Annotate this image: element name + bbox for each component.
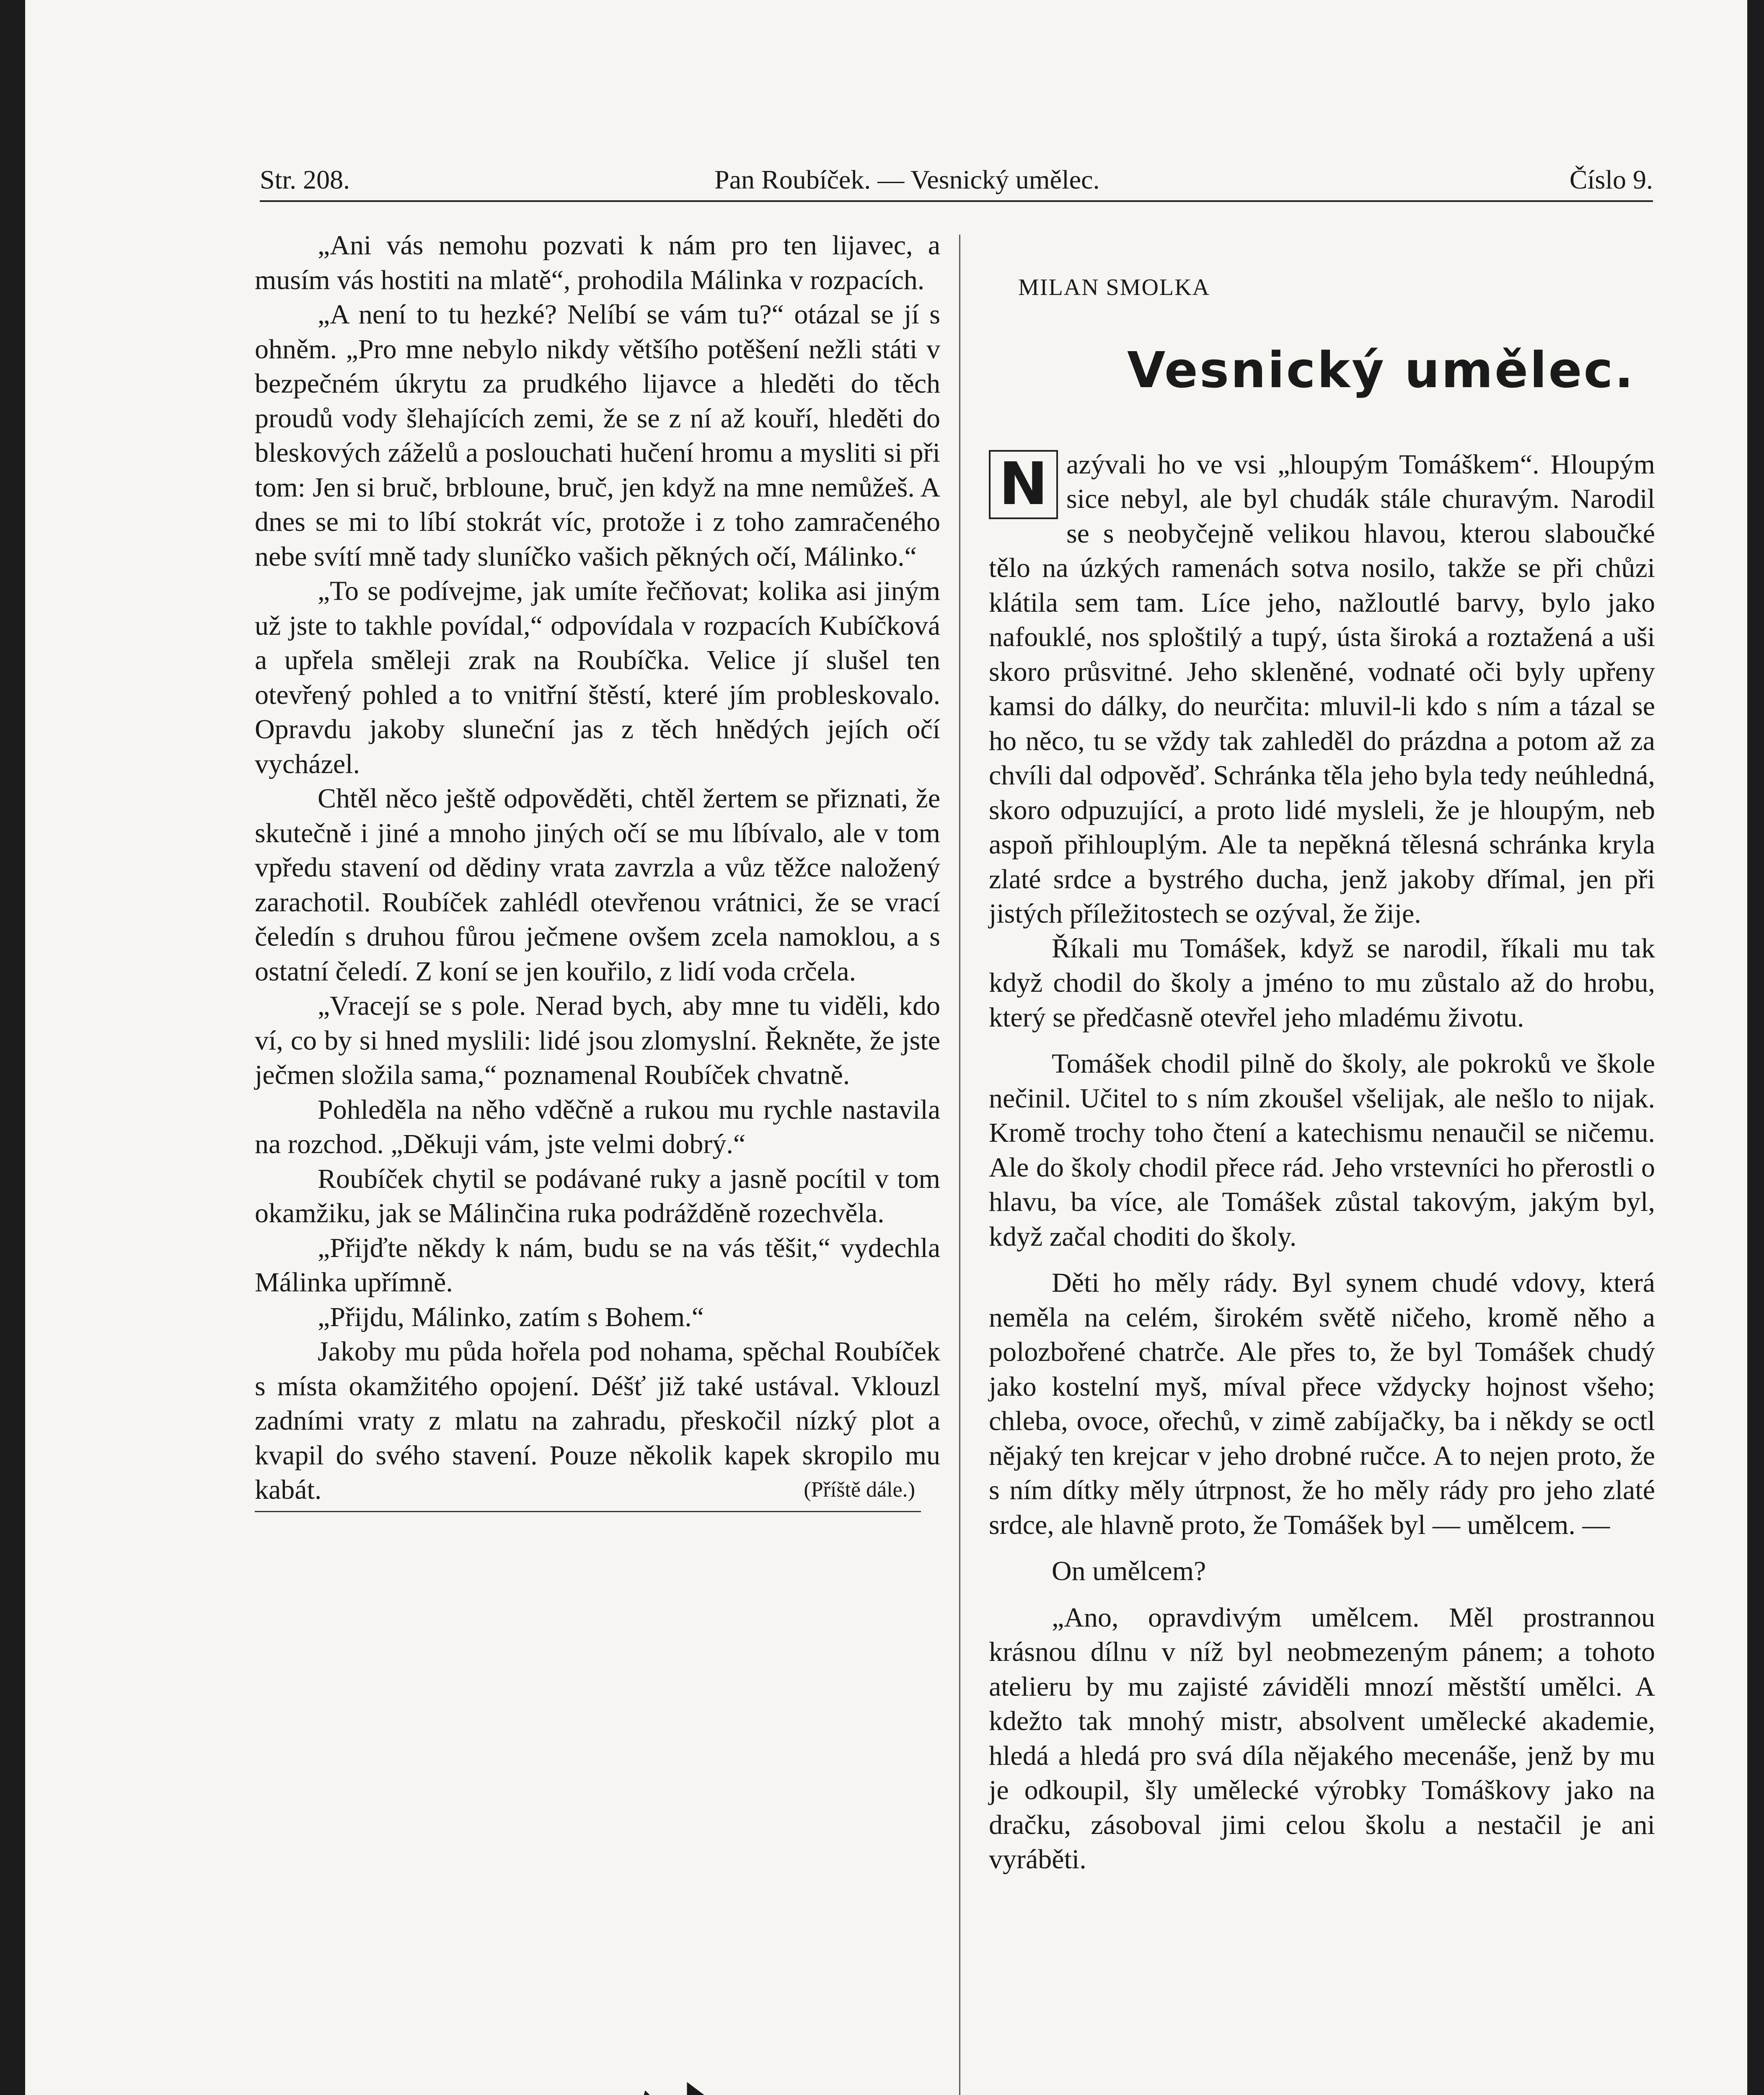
left-paragraph-text: Jakoby mu půda hořela pod nohama, spěchal Roubíček s místa okamžitého opojení. Déšť již také ustával. Vklouzl zadními vraty z mlatu na zahradu, přeskočil nízký plot a kvapil do svého stavení. Pouze několik kapek skropilo mu kabát. (255, 1336, 940, 1505)
left-paragraph: Roubíček chytil se podávané ruky a jasně pocítil v tom okamžiku, jak se Málinčina ruka podrážděně rozechvěla. (255, 1163, 940, 1229)
opening-paragraph (989, 447, 1655, 931)
issue-number: Číslo 9. (1569, 165, 1653, 194)
header-rule (260, 200, 1653, 202)
left-paragraph: „Přijdu, Málinko, zatím s Bohem.“ (318, 1301, 704, 1332)
right-column (989, 228, 1655, 1877)
right-paragraph: azývali ho ve vsi „hloupým Tomáškem“. Hloupým sice nebyl, ale byl chudák stále churavým. Narodil se s neobyčejně velikou hlavou, kterou slaboučké tělo na úzkých ramenách sotva nosilo, takže se při chůzi klátila sem tam. Líce jeho, nažloutlé barvy, bylo jako nafouklé, nos sploštilý a tupý, ústa široká a roztažená a uši skoro průsvitné. Jeho skleněné, vodnaté oči byly upřeny kamsi do dálky, do neurčita: mluvil-li kdo s ním a tázal se ho něco, tu se vždy tak zahleděl do prázdna a potom až za chvíli dal odpověď. Schránka těla jeho byla tedy neúhledná, skoro odpuzující, a proto lidé mysleli, že je hloupým, neb aspoň přihlouplým. Ale ta nepěkná tělesná schránka kryla zlaté srdce a bystrého ducha, jenž jakoby dřímal, jen při jistých příležitostech se ozýval, že žije. (989, 449, 1655, 929)
page (25, 0, 1747, 2095)
left-paragraph: Pohleděla na něho vděčně a rukou mu rychle nastavila na rozchod. „Děkuji vám, jste velmi dobrý.“ (255, 1094, 940, 1159)
left-paragraph (255, 1335, 940, 1508)
drop-cap: N (989, 450, 1058, 519)
right-paragraph: Tomášek chodil pilně do školy, ale pokroků ve škole nečinil. Učitel to s ním zkoušel všelijak, ale nešlo to nijak. Kromě trochy toho čtení a katechismu nenaučil se ničemu. Ale do školy chodil přece rád. Jeho vrstevníci ho přerostli o hlavu, ba více, ale Tomášek zůstal takovým, jakým byl, když začal choditi do školy. (989, 1048, 1655, 1252)
left-paragraph: „To se podívejme, jak umíte řečňovat; kolika asi jiným už jste to takhle povídal,“ odpovídala v rozpacích Kubíčková a upřela směleji zrak na Roubíčka. Velice jí slušel ten otevřený pohled a to vnitřní štěstí, které jím probleskovalo. Opravdu jakoby sluneční jas z těch hnědých jejích očí vycházel. (255, 576, 940, 779)
left-column (255, 228, 940, 1512)
running-title: Pan Roubíček. — Vesnický umělec. (714, 165, 1100, 194)
left-paragraph: „Ani vás nemohu pozvati k nám pro ten lijavec, a musím vás hostiti na mlatě“, prohodila Málinka v rozpacích. (255, 230, 940, 295)
story-title: Vesnický umělec. (1127, 341, 1635, 399)
author-name: MILAN SMOLKA (1018, 274, 1210, 300)
right-paragraph: Děti ho měly rády. Byl synem chudé vdovy, která neměla na celém, širokém světě ničeho, kromě něho a polozbořené chatrče. Ale přes to, že byl Tomášek chudý jako kostelní myš, míval přece vždycky hojnost všeho; chleba, ovoce, ořechů, v zimě zabíjačky, ba i někdy se octl nějaký ten krejcar v jeho drobné ručce. A to nejen proto, že s ním dítky měly útrpnost, že ho měly rády pro jeho zlaté srdce, ale hlavně proto, že Tomášek byl — umělcem. — (989, 1267, 1655, 1540)
column-divider (959, 235, 960, 2095)
thistle-ornament (511, 2074, 771, 2095)
left-paragraph: „A není to tu hezké? Nelíbí se vám tu?“ otázal se jí s ohněm. „Pro mne nebylo nikdy většího potěšení nežli státi v bezpečném úkrytu za prudkého lijavce a hleděti do těch proudů vody šlehajících zemi, že se z ní až kouří, hleděti do bleskových záželů a poslouchati hučení hromu a mysliti si při tom: Jen si bruč, brbloune, bruč, jen když na mne nemůžeš. A dnes se mi to líbí stokrát víc, protože i z toho zamračeného nebe svítí mně tady sluníčko vašich pěkných očí, Málinko.“ (255, 299, 940, 572)
left-paragraph: Chtěl něco ještě odpověděti, chtěl žertem se přiznati, že skutečně i jiné a mnoho jiných očí se mu líbívalo, ale v tom vpředu stavení od dědiny vrata zavrzla a vůz těžce naložený zarachotil. Roubíček zahlédl otevřenou vrátnici, že se vrací čeledín s druhou fůrou ječmene ovšem zcela namoklou, a s ostatní čeledí. Z koní se jen kouřilo, z lidí voda crčela. (255, 783, 940, 987)
running-header (260, 156, 1653, 202)
right-paragraph: Říkali mu Tomášek, když se narodil, říkali mu tak když chodil do školy a jméno to mu zůstalo až do hrobu, který se předčasně otevřel jeho mladému životu. (989, 933, 1655, 1033)
right-paragraph: On umělcem? (1052, 1556, 1206, 1586)
section-end-rule (255, 1511, 921, 1512)
left-paragraph: „Vracejí se s pole. Nerad bych, aby mne tu viděli, kdo ví, co by si hned myslili: lidé jsou zlomyslní. Řekněte, že jste ječmen složila sama,“ poznamenal Roubíček chvatně. (255, 991, 940, 1090)
continued-note: (Příště dále.) (804, 1478, 915, 1502)
right-paragraph: „Ano, opravdivým umělcem. Měl prostrannou krásnou dílnu v níž byl neobmezeným pánem; a tohoto atelieru by mu zajisté záviděli mnozí městští umělci. A kdežto tak mnohý mistr, absolvent umělecké akademie, hledá a hledá pro svá díla nějakého mecenáše, jenž by mu je odkoupil, šly umělecké výrobky Tomáškovy jako na dračku, zásoboval jimi celou školu a nestačil je ani vyráběti. (989, 1602, 1655, 1875)
page-number: Str. 208. (260, 165, 350, 194)
left-paragraph: „Přijďte někdy k nám, budu se na vás těšit,“ vydechla Málinka upřímně. (255, 1232, 940, 1298)
